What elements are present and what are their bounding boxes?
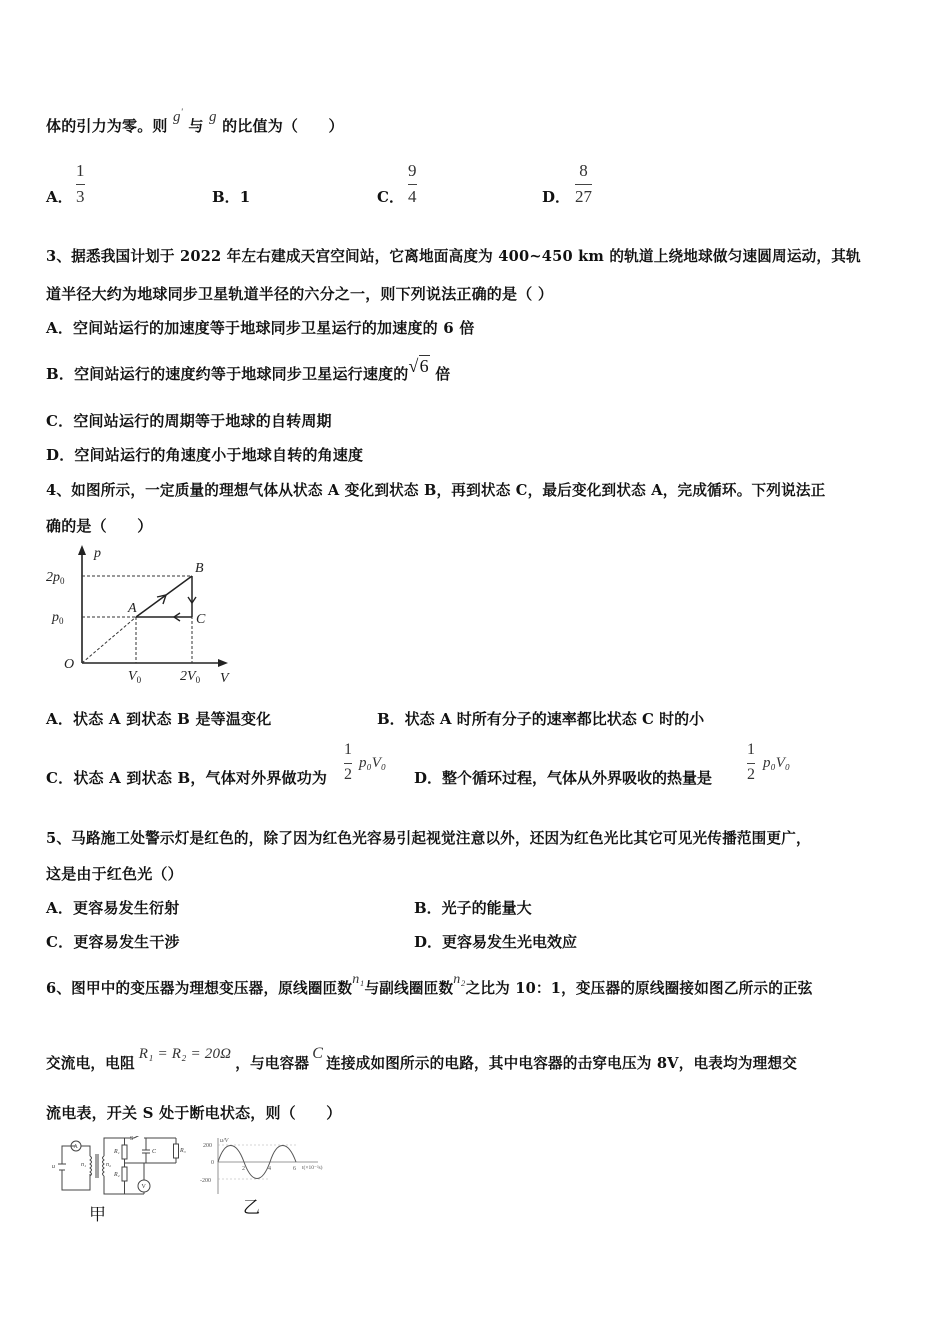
q4-option-c-fraction: 1 2 [344, 741, 352, 783]
q3-option-b: B．空间站运行的速度约等于地球同步卫星运行速度的√6 倍 [46, 356, 451, 383]
q2-option-c-fraction: 9 4 [408, 161, 417, 206]
q4-option-b: B．状态 A 时所有分子的速率都比状态 C 时的小 [377, 710, 705, 728]
svg-text:R₃: R₃ [180, 1148, 186, 1154]
q3-option-c: C．空间站运行的周期等于地球的自转周期 [46, 412, 332, 430]
svg-text:t(×10⁻²s): t(×10⁻²s) [302, 1165, 323, 1171]
q2-stem-text: 体的引力为零。则 [46, 117, 168, 135]
svg-text:R₁: R₁ [114, 1149, 120, 1155]
svg-text:p0: $p_0$ [52, 610, 64, 626]
q2-option-a-label: A． [46, 188, 73, 206]
q4-stem-line2: 确的是（ ） [46, 517, 153, 535]
svg-text:S: S [130, 1136, 134, 1142]
svg-text:C: C [152, 1149, 157, 1155]
q4-option-d-fraction: 1 2 [747, 741, 755, 783]
q3-option-a: A．空间站运行的加速度等于地球同步卫星运行的加速度的 6 倍 [46, 319, 475, 337]
q2-option-a-fraction: 1 3 [76, 161, 85, 206]
svg-text:2p0: $2p_0$ [46, 570, 65, 586]
sqrt-6: √6 [408, 356, 429, 376]
svg-text:2: 2 [242, 1166, 245, 1172]
svg-text:u: u [52, 1164, 55, 1170]
q4-option-d-pv: p₀V₀ [763, 755, 791, 771]
q6-stem-line2: 交流电，电阻R₁ = R₂ = 20Ω，与电容器C连接成如图所示的电路，其中电容器的击穿电压为 8V，电表均为理想交 [46, 1045, 798, 1072]
figure-caption-jia: 甲 [89, 1205, 106, 1225]
n2-symbol: n₂ [453, 972, 466, 987]
capacitor-symbol: C [312, 1045, 324, 1062]
q6-stem-line1: 6、图甲中的变压器为理想变压器，原线圈匝数n₁与副线圈匝数n₂之比为 10：1，变压器的原线圈接如图乙所示的正弦 [46, 972, 813, 997]
q2-option-d-label: D． [542, 188, 571, 206]
svg-text:A: A [73, 1144, 78, 1150]
g-symbol: g [208, 109, 217, 125]
q3-stem-line2: 道半径大约为地球同步卫星轨道半径的六分之一，则下列说法正确的是（ ） [46, 285, 554, 303]
svg-text:6: 6 [293, 1166, 296, 1172]
svg-text:n₂: n₂ [106, 1162, 112, 1168]
resistance-formula: R₁ = R₂ = 20Ω [138, 1046, 232, 1062]
svg-text:B: B [195, 561, 204, 576]
q4-option-a: A．状态 A 到状态 B 是等温变化 [46, 710, 272, 728]
svg-text:u/V: u/V [220, 1138, 229, 1144]
svg-text:O: O [64, 657, 75, 672]
svg-text:C: C [196, 612, 206, 627]
q2-option-d-fraction: 8 27 [575, 161, 592, 206]
svg-text:V: V [220, 671, 229, 686]
q6-stem-line3: 流电表，开关 S 处于断电状态，则（ ） [46, 1104, 342, 1122]
svg-text:2V0: $2V_0$ [180, 669, 201, 685]
svg-text:A: A [128, 601, 137, 616]
svg-text:200: 200 [203, 1143, 212, 1149]
q2-ratio-text: 的比值为（ ） [222, 117, 344, 135]
pv-diagram [44, 543, 244, 688]
q5-stem-line1: 5、马路施工处警示灯是红色的，除了因为红色光容易引起视觉注意以外，还因为红色光比其它可见光传播范围更广， [46, 830, 811, 847]
svg-text:n₁: n₁ [81, 1162, 87, 1168]
n1-symbol: n₁ [352, 972, 365, 987]
svg-text:V: V [141, 1184, 146, 1190]
q5-option-c: C．更容易发生干涉 [46, 933, 180, 951]
q4-stem-line1: 4、如图所示，一定质量的理想气体从状态 A 变化到状态 B，再到状态 C，最后变化到状态 A，完成循环。下列说法正 [46, 482, 826, 499]
svg-text:4: 4 [268, 1166, 271, 1172]
q5-stem-line2: 这是由于红色光（） [46, 865, 183, 883]
sine-wave-chart-yi [198, 1136, 343, 1196]
axis-p-label: p [94, 546, 101, 561]
q4-option-c: C．状态 A 到状态 B，气体对外界做功为 [46, 769, 328, 787]
figure-caption-yi: 乙 [243, 1198, 260, 1218]
circuit-diagram-jia [48, 1136, 188, 1198]
q4-option-d: D．整个循环过程，气体从外界吸收的热量是 [414, 769, 713, 787]
q5-option-b: B．光子的能量大 [414, 899, 532, 917]
svg-text:V0: $V_0$ [128, 669, 142, 685]
q3-option-d: D．空间站运行的角速度小于地球自转的角速度 [46, 446, 364, 464]
q4-option-c-pv: p₀V₀ [359, 755, 387, 771]
q2-option-c-label: C． [377, 188, 404, 206]
q2-stem [46, 107, 344, 136]
q2-with: 与 [188, 117, 204, 135]
svg-text:-200: -200 [200, 1178, 211, 1184]
q5-option-d: D．更容易发生光电效应 [414, 933, 578, 951]
q3-stem-line1: 3、据悉我国计划于 2022 年左右建成天宫空间站，它离地面高度为 400~450 km 的轨道上绕地球做匀速圆周运动，其轨 [46, 248, 861, 265]
svg-text:0: 0 [211, 1160, 214, 1166]
q5-option-a: A．更容易发生衍射 [46, 899, 180, 917]
g-prime-symbol: g' [173, 107, 183, 125]
q2-option-b: B．1 [212, 188, 251, 206]
svg-text:R₂: R₂ [114, 1172, 120, 1178]
